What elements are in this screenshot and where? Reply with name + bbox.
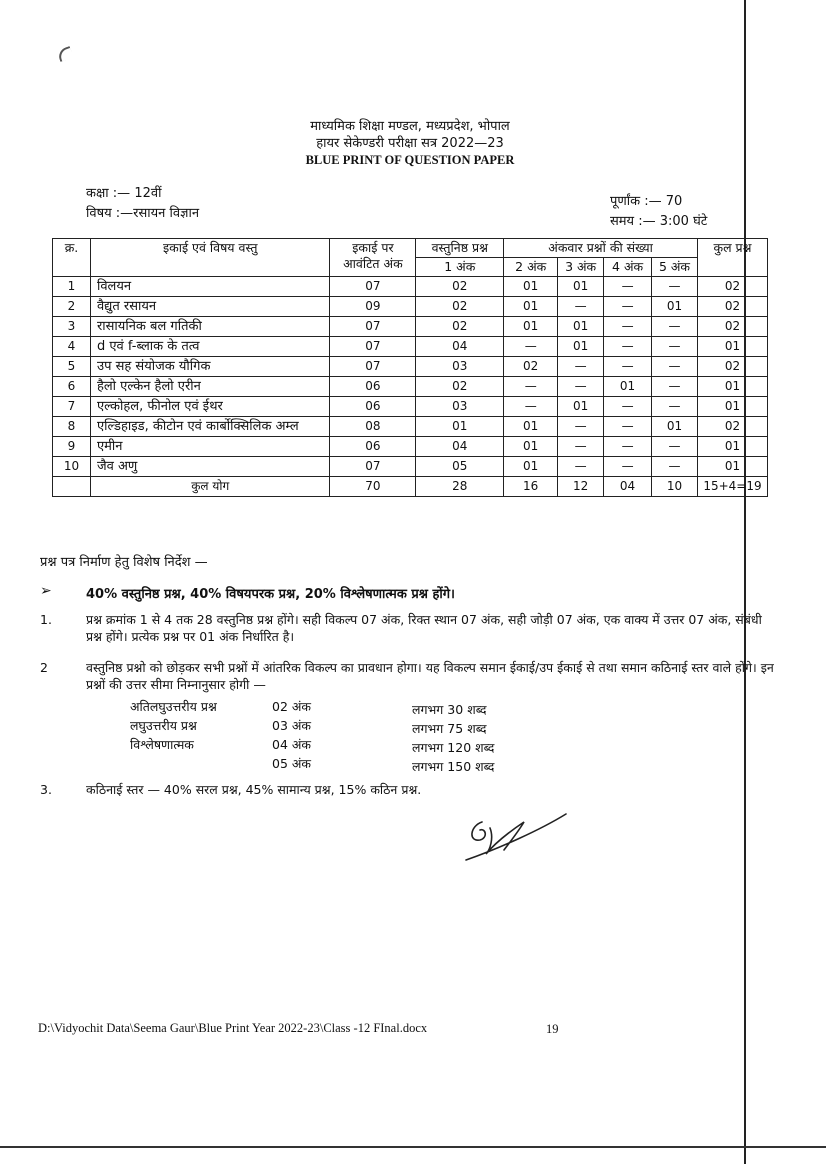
cell-total: 02 (697, 357, 767, 377)
cell-m5: — (652, 457, 698, 477)
cell-alloc: 09 (330, 297, 416, 317)
cell-no: 9 (53, 437, 91, 457)
board-name: माध्यमिक शिक्षा मण्डल, मध्यप्रदेश, भोपाल (310, 119, 510, 134)
cell-m4: — (604, 277, 652, 297)
word-limit-type: विश्लेषणात्मक (130, 737, 194, 752)
cell-m2: 01 (504, 437, 558, 457)
page-bottom-line (0, 1146, 826, 1148)
cell-unit: उप सह संयोजक यौगिक (90, 357, 330, 377)
instruction-1: प्रश्न क्रमांक 1 से 4 तक 28 वस्तुनिष्ठ प्रश्न होंगे। सही विकल्प 07 अंक, रिक्त स्थान 07 अंक, सही जोड़ी 07 अंक, एक वाक्य में उत्तर 07 अंक, संबंधी प्रश्न होंगे। प्रत्येक प्रश्न पर 01 अंक निर्धारित है। (86, 612, 762, 644)
cell-m2: 02 (504, 357, 558, 377)
table-row (53, 357, 768, 377)
word-limit-limit: लगभग 120 शब्द (412, 740, 495, 755)
sum-2-marks: 16 (504, 477, 558, 497)
cell-total: 02 (697, 417, 767, 437)
cell-alloc: 06 (330, 437, 416, 457)
blueprint-table (52, 238, 768, 497)
sum-empty (53, 477, 91, 497)
sum-5-marks: 10 (652, 477, 698, 497)
cell-m3: 01 (558, 277, 604, 297)
sum-total: 15+4=19 (697, 477, 767, 497)
cell-unit: जैव अणु (90, 457, 330, 477)
cell-alloc: 07 (330, 317, 416, 337)
subject-label: विषय :—रसायन विज्ञान (86, 206, 200, 221)
cell-no: 1 (53, 277, 91, 297)
cell-no: 3 (53, 317, 91, 337)
header-4-marks: 4 अंक (604, 258, 652, 277)
instruction-number-1: 1. (40, 612, 52, 627)
cell-m5: — (652, 337, 698, 357)
header-markwise: अंकवार प्रश्नों की संख्या (504, 239, 698, 258)
word-limit-limit: लगभग 150 शब्द (412, 759, 495, 774)
cell-m3: — (558, 437, 604, 457)
header-2-marks: 2 अंक (504, 258, 558, 277)
header-5-marks: 5 अंक (652, 258, 698, 277)
cell-alloc: 07 (330, 457, 416, 477)
cell-unit: d एवं f-ब्लाक के तत्व (90, 337, 330, 357)
cell-obj: 02 (416, 297, 504, 317)
sum-label: कुल योग (90, 477, 330, 497)
cell-m3: 01 (558, 397, 604, 417)
cell-total: 01 (697, 377, 767, 397)
cell-m4: — (604, 397, 652, 417)
cell-m4: — (604, 437, 652, 457)
cell-m4: — (604, 337, 652, 357)
sum-4-marks: 04 (604, 477, 652, 497)
cell-obj: 03 (416, 397, 504, 417)
cell-obj: 04 (416, 337, 504, 357)
exam-session: हायर सेकेण्डरी परीक्षा सत्र 2022—23 (316, 136, 504, 151)
cell-m4: 01 (604, 377, 652, 397)
cell-unit: एमीन (90, 437, 330, 457)
cell-m4: — (604, 417, 652, 437)
sum-objective: 28 (416, 477, 504, 497)
signature-icon (460, 808, 570, 868)
word-limit-type: अतिलघुउत्तरीय प्रश्न (130, 699, 217, 714)
page-edge-line (744, 0, 746, 1164)
cell-m5: — (652, 437, 698, 457)
arrow-bullet-icon: ➢ (40, 583, 52, 599)
cell-total: 01 (697, 437, 767, 457)
cell-alloc: 07 (330, 357, 416, 377)
word-limit-type: लघुउत्तरीय प्रश्न (130, 718, 197, 733)
page-number: 19 (546, 1022, 559, 1036)
word-limit-limit: लगभग 75 शब्द (412, 721, 487, 736)
cell-total: 02 (697, 277, 767, 297)
cell-no: 8 (53, 417, 91, 437)
cell-no: 4 (53, 337, 91, 357)
table-row (53, 337, 768, 357)
cell-m2: — (504, 337, 558, 357)
cell-obj: 02 (416, 317, 504, 337)
cell-unit: रासायनिक बल गतिकी (90, 317, 330, 337)
table-row (53, 397, 768, 417)
cell-m3: 01 (558, 317, 604, 337)
cell-m2: — (504, 397, 558, 417)
cell-m2: — (504, 377, 558, 397)
cell-m2: 01 (504, 297, 558, 317)
cell-m3: — (558, 417, 604, 437)
cell-total: 02 (697, 317, 767, 337)
file-path: D:\Vidyochit Data\Seema Gaur\Blue Print Year 2022-23\Class -12 FInal.docx (38, 1021, 428, 1035)
document-header (240, 118, 580, 169)
cell-m2: 01 (504, 317, 558, 337)
table-header-row (53, 239, 768, 258)
cell-m5: — (652, 377, 698, 397)
word-limit-marks: 03 अंक (272, 718, 312, 733)
header-serial: क्र. (53, 239, 91, 277)
class-label: कक्षा :— 12वीं (86, 186, 162, 201)
header-objective-marks: 1 अंक (416, 258, 504, 277)
table-row (53, 377, 768, 397)
sum-allocated: 70 (330, 477, 416, 497)
cell-m5: 01 (652, 297, 698, 317)
instructions-title: प्रश्न पत्र निर्माण हेतु विशेष निर्देश — (40, 555, 208, 570)
word-limit-marks: 04 अंक (272, 737, 312, 752)
cell-m5: — (652, 277, 698, 297)
cell-alloc: 07 (330, 277, 416, 297)
cell-obj: 01 (416, 417, 504, 437)
cell-no: 6 (53, 377, 91, 397)
header-objective: वस्तुनिष्ठ प्रश्न (416, 239, 504, 258)
cell-no: 2 (53, 297, 91, 317)
cell-alloc: 06 (330, 377, 416, 397)
cell-total: 01 (697, 397, 767, 417)
cell-m2: 01 (504, 417, 558, 437)
header-unit: इकाई एवं विषय वस्तु (90, 239, 330, 277)
instruction-number-3: 3. (40, 782, 52, 797)
instruction-number-2: 2 (40, 660, 48, 675)
time-label: समय :— 3:00 घंटे (610, 214, 708, 229)
corner-mark (56, 46, 73, 62)
cell-obj: 02 (416, 377, 504, 397)
sum-3-marks: 12 (558, 477, 604, 497)
cell-alloc: 08 (330, 417, 416, 437)
cell-no: 10 (53, 457, 91, 477)
table-row (53, 317, 768, 337)
cell-m5: — (652, 357, 698, 377)
instruction-2: वस्तुनिष्ठ प्रश्नो को छोड़कर सभी प्रश्नों में आंतरिक विकल्प का प्रावधान होगा। यह विकल्प समान ईकाई/उप ईकाई से तथा समान कठिनाई स्तर वाले होंगे। इन प्रश्नों की उत्तर सीमा निम्नानुसार होगी — (86, 660, 774, 692)
instruction-3: कठिनाई स्तर — 40% सरल प्रश्न, 45% सामान्य प्रश्न, 15% कठिन प्रश्न. (86, 782, 422, 797)
cell-m5: 01 (652, 417, 698, 437)
word-limit-marks: 05 अंक (272, 756, 312, 771)
cell-no: 7 (53, 397, 91, 417)
instruction-bullet: 40% वस्तुनिष्ठ प्रश्न, 40% विषयपरक प्रश्न, 20% विश्लेषणात्मक प्रश्न होंगे। (86, 587, 455, 602)
cell-obj: 02 (416, 277, 504, 297)
cell-unit: विलयन (90, 277, 330, 297)
table-row (53, 437, 768, 457)
cell-m5: — (652, 317, 698, 337)
cell-unit: एल्कोहल, फीनोल एवं ईथर (90, 397, 330, 417)
cell-total: 02 (697, 297, 767, 317)
cell-m3: 01 (558, 337, 604, 357)
cell-unit: हैलो एल्केन हैलो एरीन (90, 377, 330, 397)
cell-m2: 01 (504, 277, 558, 297)
cell-unit: एल्डिहाइड, कीटोन एवं कार्बोक्सिलिक अम्ल (90, 417, 330, 437)
cell-m4: — (604, 317, 652, 337)
cell-m3: — (558, 297, 604, 317)
cell-alloc: 07 (330, 337, 416, 357)
cell-m4: — (604, 357, 652, 377)
header-total: कुल प्रश्न (697, 239, 767, 277)
cell-unit: वैद्युत रसायन (90, 297, 330, 317)
cell-m3: — (558, 357, 604, 377)
table-row (53, 457, 768, 477)
cell-alloc: 06 (330, 397, 416, 417)
table-row (53, 417, 768, 437)
cell-m4: — (604, 297, 652, 317)
table-row (53, 297, 768, 317)
cell-obj: 05 (416, 457, 504, 477)
document-title: BLUE PRINT OF QUESTION PAPER (305, 153, 515, 167)
word-limit-marks: 02 अंक (272, 699, 312, 714)
cell-m2: 01 (504, 457, 558, 477)
header-allocated: इकाई पर आवंटित अंक (330, 239, 416, 277)
cell-m3: — (558, 457, 604, 477)
cell-total: 01 (697, 457, 767, 477)
cell-m4: — (604, 457, 652, 477)
cell-obj: 04 (416, 437, 504, 457)
max-marks-label: पूर्णांक :— 70 (610, 194, 683, 209)
cell-m3: — (558, 377, 604, 397)
header-3-marks: 3 अंक (558, 258, 604, 277)
cell-total: 01 (697, 337, 767, 357)
table-sum-row (53, 477, 768, 497)
word-limit-limit: लगभग 30 शब्द (412, 702, 487, 717)
cell-obj: 03 (416, 357, 504, 377)
table-row (53, 277, 768, 297)
cell-no: 5 (53, 357, 91, 377)
cell-m5: — (652, 397, 698, 417)
